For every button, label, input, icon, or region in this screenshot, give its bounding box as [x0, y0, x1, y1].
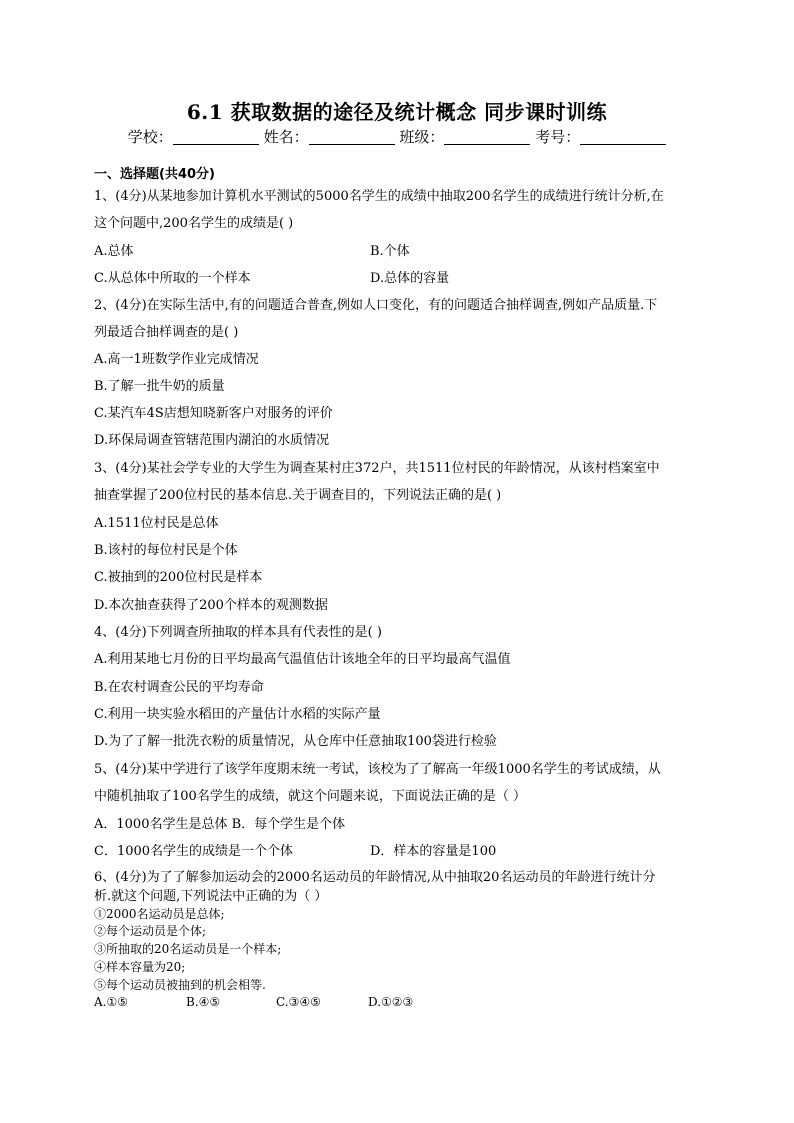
q5-stem-line2: 中随机抽取了100名学生的成绩，就这个问题来说，下面说法正确的是（ ） [94, 789, 526, 804]
q6-option-c: C.③④⑤ [276, 995, 321, 1009]
q4-option-c: C.利用一块实验水稻田的产量估计水稻的实际产量 [94, 707, 381, 722]
q2-option-d: D.环保局调查管辖范围内湖泊的水质情况 [94, 433, 330, 448]
q6-option-d: D.①②③ [368, 995, 414, 1009]
q5-stem-line1: 5、(4分)某中学进行了该学年度期末统一考试，该校为了了解高一年级1000名学生的考试成绩，从 [94, 762, 661, 777]
q6-statement-3: ③所抽取的20名运动员是一个样本; [94, 942, 282, 956]
q3-option-d: D.本次抽查获得了200个样本的观测数据 [94, 598, 328, 613]
q4-stem-line1: 4、(4分)下列调查所抽取的样本具有代表性的是( ) [94, 625, 382, 640]
q1-option-c: C.从总体中所取的一个样本 [94, 271, 251, 286]
id-blank[interactable] [580, 130, 666, 145]
q5-option-c: C．1000名学生的成绩是一个个体 [94, 844, 294, 859]
q6-option-b: B.④⑤ [186, 995, 221, 1009]
name-label: 姓名： [263, 128, 309, 146]
name-blank[interactable] [309, 130, 395, 145]
q5-option-d: D．样本的容量是100 [370, 844, 497, 859]
q6-statement-2: ②每个运动员是个体; [94, 924, 207, 938]
q3-option-a: A.1511位村民是总体 [94, 516, 219, 531]
q4-option-d: D.为了了解一批洗衣粉的质量情况，从仓库中任意抽取100袋进行检验 [94, 734, 497, 749]
school-blank[interactable] [173, 130, 259, 145]
q6-stem-line1: 6、(4分)为了了解参加运动会的2000名运动员的年龄情况,从中抽取20名运动员的年龄进行统计分 [94, 870, 656, 885]
q2-option-a: A.高一1班数学作业完成情况 [94, 352, 259, 367]
q1-stem-line1: 1、(4分)从某地参加计算机水平测试的5000名学生的成绩中抽取200名学生的成绩进行统计分析,在 [94, 189, 664, 204]
q4-option-a: A.利用某地七月份的日平均最高气温值估计该地全年的日平均最高气温值 [94, 652, 511, 667]
q1-option-d: D.总体的容量 [370, 271, 450, 286]
q2-option-b: B.了解一批牛奶的质量 [94, 379, 225, 394]
q2-stem-line2: 列最适合抽样调查的是( ) [94, 325, 239, 340]
q6-option-a: A.①⑤ [94, 995, 128, 1009]
q4-option-b: B.在农村调查公民的平均寿命 [94, 680, 264, 695]
section-heading: 一、选择题(共40分) [94, 167, 215, 182]
student-info-line [0, 126, 794, 147]
q3-option-c: C.被抽到的200位村民是样本 [94, 570, 263, 585]
q6-statement-5: ⑤每个运动员被抽到的机会相等. [94, 978, 266, 992]
q3-stem-line1: 3、(4分)某社会学专业的大学生为调查某村庄372户，共1511位村民的年龄情况，从该村档案室中 [94, 461, 660, 476]
q6-statement-4: ④样本容量为20; [94, 960, 186, 974]
class-blank[interactable] [444, 130, 530, 145]
q5-option-ab: A．1000名学生是总体 B．每个学生是个体 [94, 817, 346, 832]
q1-stem-line2: 这个问题中,200名学生的成绩是( ) [94, 216, 294, 231]
q1-option-a: A.总体 [94, 244, 134, 259]
page-title: 6.1 获取数据的途径及统计概念 同步课时训练 [186, 100, 608, 124]
q3-option-b: B.该村的每位村民是个体 [94, 543, 238, 558]
q3-stem-line2: 抽查掌握了200位村民的基本信息.关于调查目的，下列说法正确的是( ) [94, 488, 502, 503]
q1-option-b: B.个体 [370, 244, 410, 259]
class-label: 班级： [399, 128, 445, 146]
q6-stem-line2: 析.就这个问题,下列说法中正确的为（ ） [94, 889, 328, 904]
school-label: 学校： [127, 128, 173, 146]
id-label: 考号： [535, 128, 581, 146]
q6-statement-1: ①2000名运动员是总体; [94, 907, 225, 921]
q2-stem-line1: 2、(4分)在实际生活中,有的问题适合普查,例如人口变化，有的问题适合抽样调查,例如产品质量.下 [94, 298, 658, 313]
q2-option-c: C.某汽车4S店想知晓新客户对服务的评价 [94, 406, 333, 421]
